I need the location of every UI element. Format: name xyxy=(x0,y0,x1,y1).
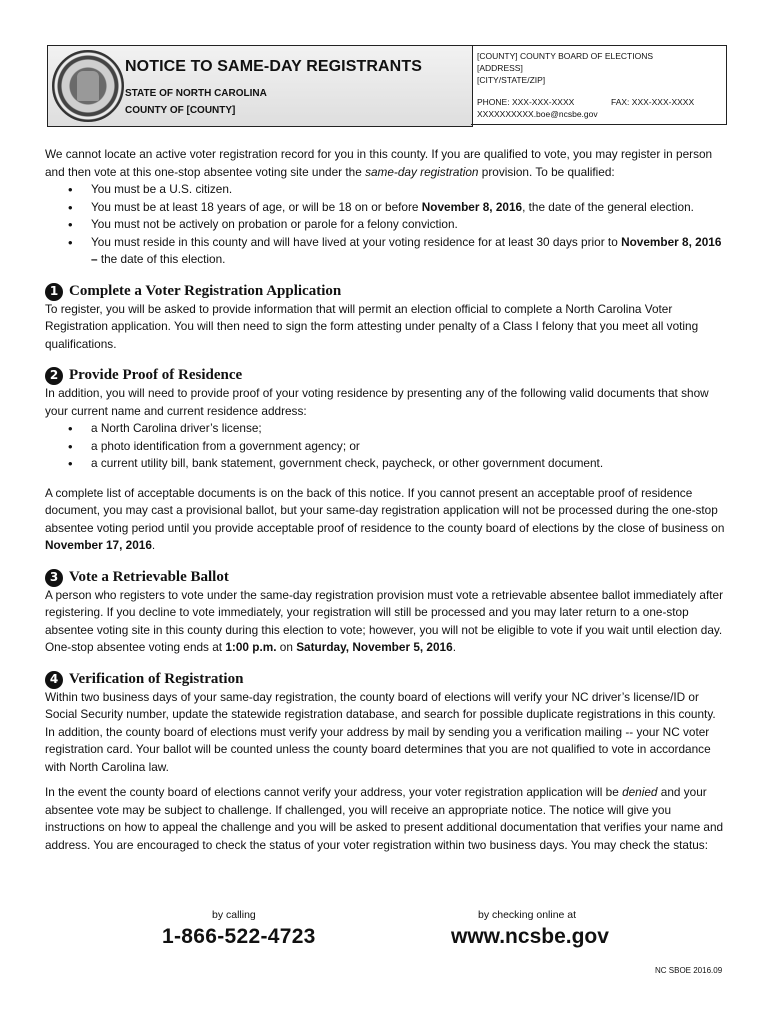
number-3-icon: 3 xyxy=(45,569,63,587)
section-2-title: Provide Proof of Residence xyxy=(69,367,243,384)
intro-text-end: provision. To be qualified: xyxy=(478,164,615,179)
challenge-text-end: and your absentee vote may be subject to challenge. If challenged, you will receive an appropriate notice. The notice will give you instructions on how to appeal the challenge and you will be asked to present additional documentation that verifies your name and address. You are encouraged to check the status of your voter registration within two business days. You may check the status: xyxy=(45,785,724,852)
section-4-heading xyxy=(45,671,727,689)
bullet-text-end: the date of this election. xyxy=(97,252,226,266)
number-2-icon: 2 xyxy=(45,367,63,385)
section-4-text-2 xyxy=(45,784,727,854)
section-2-text: In addition, you will need to provide proof of your voting residence by presenting any of the following valid documents that show your current name and current residence address: xyxy=(45,386,709,418)
contact-box xyxy=(471,45,727,125)
ballot-text: A person who registers to vote under the same-day registration provision must vote a retrievable absentee ballot immediately after registering. If you decline to vote immediately, your registration will still be processed and you may later return to a one-stop absentee voting site in this county during this election to vote; however, you will not be eligible to vote if you wait until election day. One-stop absentee voting ends at xyxy=(45,587,724,654)
website-link[interactable]: www.ncsbe.gov xyxy=(451,925,609,948)
board-email: XXXXXXXXXX.boe@ncsbe.gov xyxy=(477,109,598,119)
ballot-text-end: . xyxy=(452,640,456,654)
bullet-text-end: , the date of the general election. xyxy=(522,199,694,214)
bullet-text: You must be a U.S. citizen. xyxy=(91,182,233,196)
county-label: COUNTY OF [COUNTY] xyxy=(125,105,236,116)
documents-list xyxy=(45,420,727,473)
list-item xyxy=(45,199,727,217)
list-item xyxy=(45,234,727,269)
document-text: a current utility bill, bank statement, government check, paycheck, or other government document. xyxy=(91,456,604,470)
number-1-icon: 1 xyxy=(45,283,63,301)
list-item xyxy=(45,181,727,199)
section-3-text xyxy=(45,587,727,657)
header xyxy=(47,45,727,127)
bullet-date: November 8, 2016 – xyxy=(91,234,722,266)
challenge-text: In the event the county board of elections cannot verify your address, your voter registration application will be xyxy=(45,785,623,799)
document-text: a North Carolina driver’s license; xyxy=(91,421,262,435)
qualification-list xyxy=(45,181,727,269)
section-4-title: Verification of Registration xyxy=(69,670,244,687)
phone-fax-row xyxy=(477,96,726,108)
bullet-date: November 8, 2016 xyxy=(421,199,523,214)
section-1-text: To register, you will be asked to provide information that will permit an election official to complete a North Carolina Voter Registration application. You will then need to sign the form attesting under penalty of a Class I felony that you meet all voting qualifications. xyxy=(45,301,699,351)
notice-body xyxy=(45,146,727,854)
board-phone: PHONE: XXX-XXX-XXXX xyxy=(477,97,575,107)
form-code: NC SBOE 2016.09 xyxy=(655,966,723,975)
list-item xyxy=(45,455,727,473)
end-time: 1:00 p.m. xyxy=(225,640,277,654)
denied-emphasis: denied xyxy=(622,785,658,799)
board-fax: FAX: XXX-XXX-XXXX xyxy=(611,97,695,107)
intro-emphasis: same-day registration xyxy=(365,164,479,179)
board-city: [CITY/STATE/ZIP] xyxy=(477,75,546,85)
bullet-text: You must be at least 18 years of age, or will be 18 on or before xyxy=(91,199,422,214)
end-date: Saturday, November 5, 2016 xyxy=(296,640,453,654)
provisional-text-end: . xyxy=(151,538,156,552)
list-item xyxy=(45,420,727,438)
section-1-heading xyxy=(45,283,727,301)
by-calling-label: by calling xyxy=(212,909,256,921)
section-1-title: Complete a Voter Registration Application xyxy=(69,282,342,299)
section-2-text-2 xyxy=(45,485,727,555)
number-4-icon: 4 xyxy=(45,671,63,689)
bullet-text: You must not be actively on probation or parole for a felony conviction. xyxy=(91,217,458,231)
document-text: a photo identification from a government agency; or xyxy=(91,438,360,453)
intro-paragraph xyxy=(45,146,727,181)
section-3-title: Vote a Retrievable Ballot xyxy=(69,568,229,585)
state-seal-icon xyxy=(52,50,124,122)
hotline-phone-number: 1-866-522-4723 xyxy=(162,925,316,948)
section-4-text: Within two business days of your same-day registration, the county board of elections will verify your NC driver’s license/ID or Social Security number, update the statewide registration database, and search for possible duplicate registrations in this county. In addition, the county board of elections must verify your address by mail by sending you a verification mailing -- your NC voter registration card. Your ballot will be counted unless the county board determines that you are not qualified to vote in accordance with North Carolina law. xyxy=(45,689,716,774)
ballot-text-mid: on xyxy=(276,640,297,654)
title-box xyxy=(47,45,473,127)
board-name: [COUNTY] COUNTY BOARD OF ELECTIONS xyxy=(477,51,654,61)
intro-text: We cannot locate an active voter registration record for you in this county. If you are qualified to vote, you may register in person and then vote at this one-stop absentee voting site under the xyxy=(45,147,713,179)
list-item xyxy=(45,216,727,234)
state-label: STATE OF NORTH CAROLINA xyxy=(125,88,267,99)
by-online-label: by checking online at xyxy=(478,909,577,921)
notice-title: NOTICE TO SAME-DAY REGISTRANTS xyxy=(125,58,422,75)
section-3-heading xyxy=(45,569,727,587)
list-item xyxy=(45,438,727,456)
deadline-date: November 17, 2016 xyxy=(45,538,152,552)
provisional-text: A complete list of acceptable documents is on the back of this notice. If you cannot present an acceptable proof of residence document, you may cast a provisional ballot, but your same-day registration application will not be processed during the one-stop absentee voting period until you provide acceptable proof of residence to the county board of elections by the close of business on xyxy=(45,485,725,535)
contact-section xyxy=(0,909,770,959)
bullet-text: You must reside in this county and will have lived at your voting residence for at least 30 days prior to xyxy=(91,234,622,249)
board-address: [ADDRESS] xyxy=(477,63,523,73)
section-2-heading xyxy=(45,367,727,385)
